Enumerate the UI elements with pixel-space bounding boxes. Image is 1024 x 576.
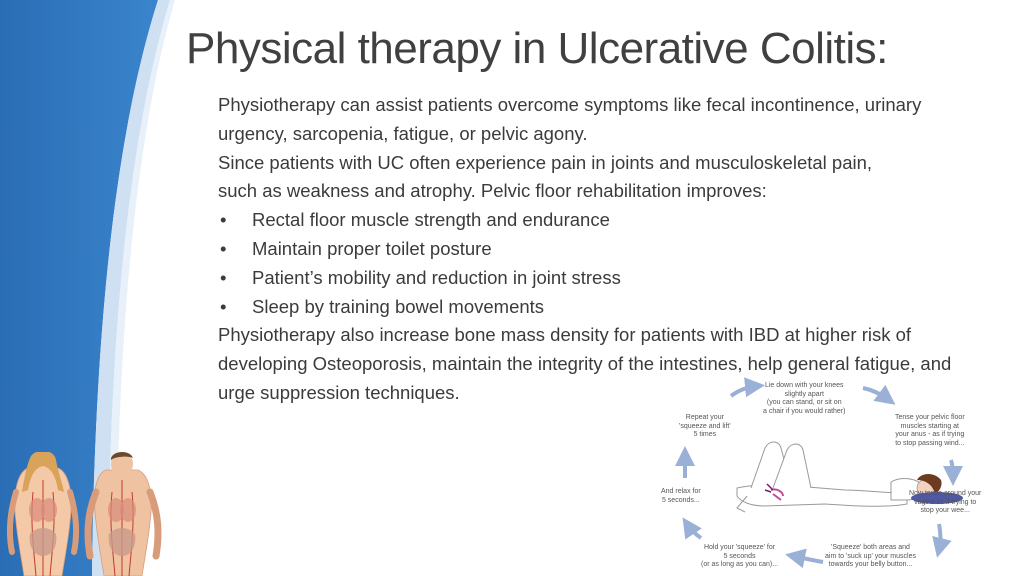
closing-line: Physiotherapy also increase bone mass density for patients with IBD at higher risk of	[218, 324, 912, 346]
step-hold-label: Hold your 'squeeze' for 5 seconds (or as long as you can)...	[701, 544, 779, 568]
slide-title: Physical therapy in Ulcerative Colitis:	[186, 24, 888, 73]
closing-line: developing Osteoporosis, maintain the integrity of the intestines, help general fatigue, and	[218, 353, 952, 375]
pelvic-floor-exercise-diagram	[655, 376, 995, 576]
step-squeeze-label: 'Squeeze' both areas and aim to 'suck up' your muscles towards your belly button...	[825, 544, 916, 568]
body-text	[218, 91, 1018, 408]
bullet-item	[218, 264, 1018, 293]
female-anatomy-figure	[10, 452, 76, 576]
bullet-marker: •	[220, 237, 227, 259]
bullet-text: Maintain proper toilet posture	[252, 237, 492, 259]
bullet-text: Patient’s mobility and reduction in joint stress	[252, 266, 621, 288]
step-tense-vagina-label: Now tense around your vagina as if trying to stop your wee...	[909, 490, 982, 514]
bullet-text: Rectal floor muscle strength and endurance	[252, 209, 610, 231]
paragraph-line: urgency, sarcopenia, fatigue, or pelvic agony.	[218, 122, 588, 144]
cycle-arrow-icon	[793, 556, 823, 562]
bullet-item	[218, 293, 1018, 322]
step-repeat-label: Repeat your 'squeeze and lift' 5 times	[679, 414, 731, 438]
closing-line: urge suppression techniques.	[218, 381, 460, 403]
bullet-text: Sleep by training bowel movements	[252, 295, 545, 317]
paragraph-line: such as weakness and atrophy. Pelvic floor rehabilitation improves:	[218, 180, 767, 202]
paragraph-line: Physiotherapy can assist patients overcome symptoms like fecal incontinence, urinary	[218, 94, 922, 115]
cycle-arrow-icon	[951, 460, 953, 478]
bullet-item	[218, 206, 1018, 235]
cycle-arrow-icon	[863, 388, 889, 400]
step-tense-anus-label: Tense your pelvic floor muscles starting at your anus - as if trying to stop passing wind...	[895, 414, 965, 447]
bullet-item	[218, 235, 1018, 264]
bullet-marker: •	[220, 295, 227, 317]
male-anatomy-figure	[88, 452, 158, 576]
cycle-arrow-icon	[939, 524, 941, 550]
bullet-marker: •	[220, 209, 227, 231]
anatomy-illustration	[0, 452, 180, 576]
step-lie-down-label: Lie down with your knees slightly apart (you can stand, or sit on a chair if you would rather)	[763, 382, 846, 415]
step-relax-label: And relax for 5 seconds...	[661, 488, 701, 504]
cycle-arrow-icon	[687, 524, 701, 538]
bullet-marker: •	[220, 266, 227, 288]
paragraph-line: Since patients with UC often experience pain in joints and musculoskeletal pain,	[218, 151, 873, 173]
cycle-arrow-icon	[731, 386, 757, 396]
